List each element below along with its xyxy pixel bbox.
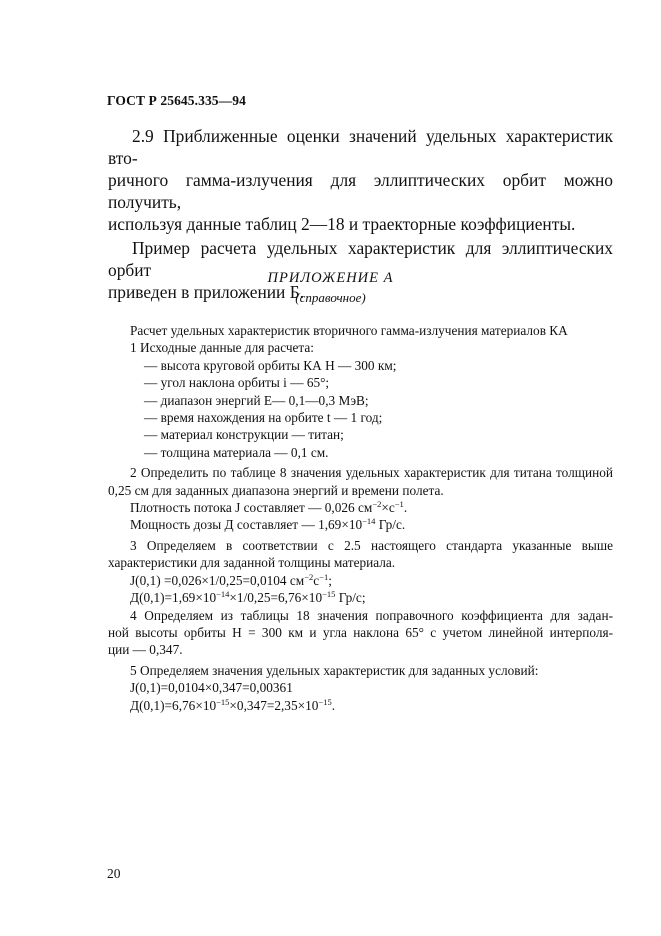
section-3-line2: характеристики для заданной толщины материала. xyxy=(108,555,396,571)
text-run: Гр/с. xyxy=(375,517,406,533)
input-orbit-time: — время нахождения на орбите t — 1 год; xyxy=(144,410,383,426)
flux-density xyxy=(108,499,613,516)
text-run: ; xyxy=(328,572,332,588)
section-2-line2: 0,25 см для заданных диапазона энергий и времени полета. xyxy=(108,482,444,498)
text-run: J(0,1) =0,026×1/0,25=0,0104 см xyxy=(130,572,305,588)
input-energy-range: — диапазон энергий Е— 0,1—0,3 МэВ; xyxy=(144,392,369,408)
appendix-subtitle: (справочное) xyxy=(295,290,366,305)
text-run: Плотность потока J составляет — 0,026 см xyxy=(130,500,373,516)
calc-heading: Расчет удельных характеристик вторичного гамма-излучения материалов КА xyxy=(130,323,568,338)
flux-result: J(0,1)=0,0104×0,347=0,00361 xyxy=(130,680,293,696)
exponent: −1 xyxy=(319,571,329,582)
dose-result xyxy=(108,697,613,714)
input-orbit-height: — высота круговой орбиты КА Н — 300 км; xyxy=(144,357,397,373)
text-line: ричного гамма-излучения для эллиптических орбит можно получить, xyxy=(108,170,613,212)
text-run: Гр/с; xyxy=(335,590,366,606)
exponent: −15 xyxy=(322,589,336,600)
exponent: −2 xyxy=(304,571,314,582)
appendix-title: ПРИЛОЖЕНИЕ А xyxy=(267,270,394,286)
section-5-title: 5 Определяем значения удельных характеристик для заданных условий: xyxy=(130,662,539,678)
exponent: −2 xyxy=(372,499,382,510)
text-run: ×1/0,25=6,76×10 xyxy=(229,590,323,606)
section-2-line1: 2 Определить по таблице 8 значения удельных характеристик для титана толщиной xyxy=(130,465,613,481)
text-line: 2.9 Приближенные оценки значений удельных характеристик вто- xyxy=(108,126,613,168)
exponent: −1 xyxy=(394,499,404,510)
page-number: 20 xyxy=(107,866,121,881)
text-run: ×0,347=2,35×10 xyxy=(229,697,319,713)
input-inclination: — угол наклона орбиты i — 65°; xyxy=(144,375,330,391)
text-line: Пример расчета удельных характеристик для эллиптических орбит xyxy=(108,238,613,280)
appendix-body xyxy=(108,322,613,714)
exponent: −14 xyxy=(216,589,230,600)
text-run: . xyxy=(403,500,408,516)
text-run: ×с xyxy=(381,500,395,516)
text-run: с xyxy=(313,572,320,588)
dose-rate xyxy=(108,516,613,533)
text-line: используя данные таблиц 2—18 и траекторные коэффициенты. xyxy=(108,214,576,234)
exponent: −14 xyxy=(362,516,376,527)
section-4-line3: ции — 0,347. xyxy=(108,642,183,658)
exponent: −15 xyxy=(318,696,332,707)
text-line: приведен в приложении Б. xyxy=(108,282,305,302)
flux-formula xyxy=(108,572,613,589)
input-material: — материал конструкции — титан; xyxy=(144,427,344,443)
text-run: . xyxy=(331,697,336,713)
section-4-line2: ной высоты орбиты Н = 300 км и угла наклона 65° с учетом линейной интерполя- xyxy=(108,624,613,640)
input-thickness: — толщина материала — 0,1 см. xyxy=(144,444,329,460)
text-run: Д(0,1)=1,69×10 xyxy=(130,590,217,606)
section-4-line1: 4 Определяем из таблицы 18 значения поправочного коэффициента для задан- xyxy=(130,607,613,623)
document-header: ГОСТ Р 25645.335—94 xyxy=(107,93,246,108)
text-run: Д(0,1)=6,76×10 xyxy=(130,697,217,713)
exponent: −15 xyxy=(216,696,230,707)
text-run: Мощность дозы Д составляет — 1,69×10 xyxy=(130,517,363,533)
paragraph-2-9 xyxy=(108,125,613,235)
section-3-line1: 3 Определяем в соответствии с 2.5 настоящего стандарта указанные выше xyxy=(130,537,613,553)
dose-formula xyxy=(108,589,613,606)
section-1-title: 1 Исходные данные для расчета: xyxy=(130,340,314,356)
